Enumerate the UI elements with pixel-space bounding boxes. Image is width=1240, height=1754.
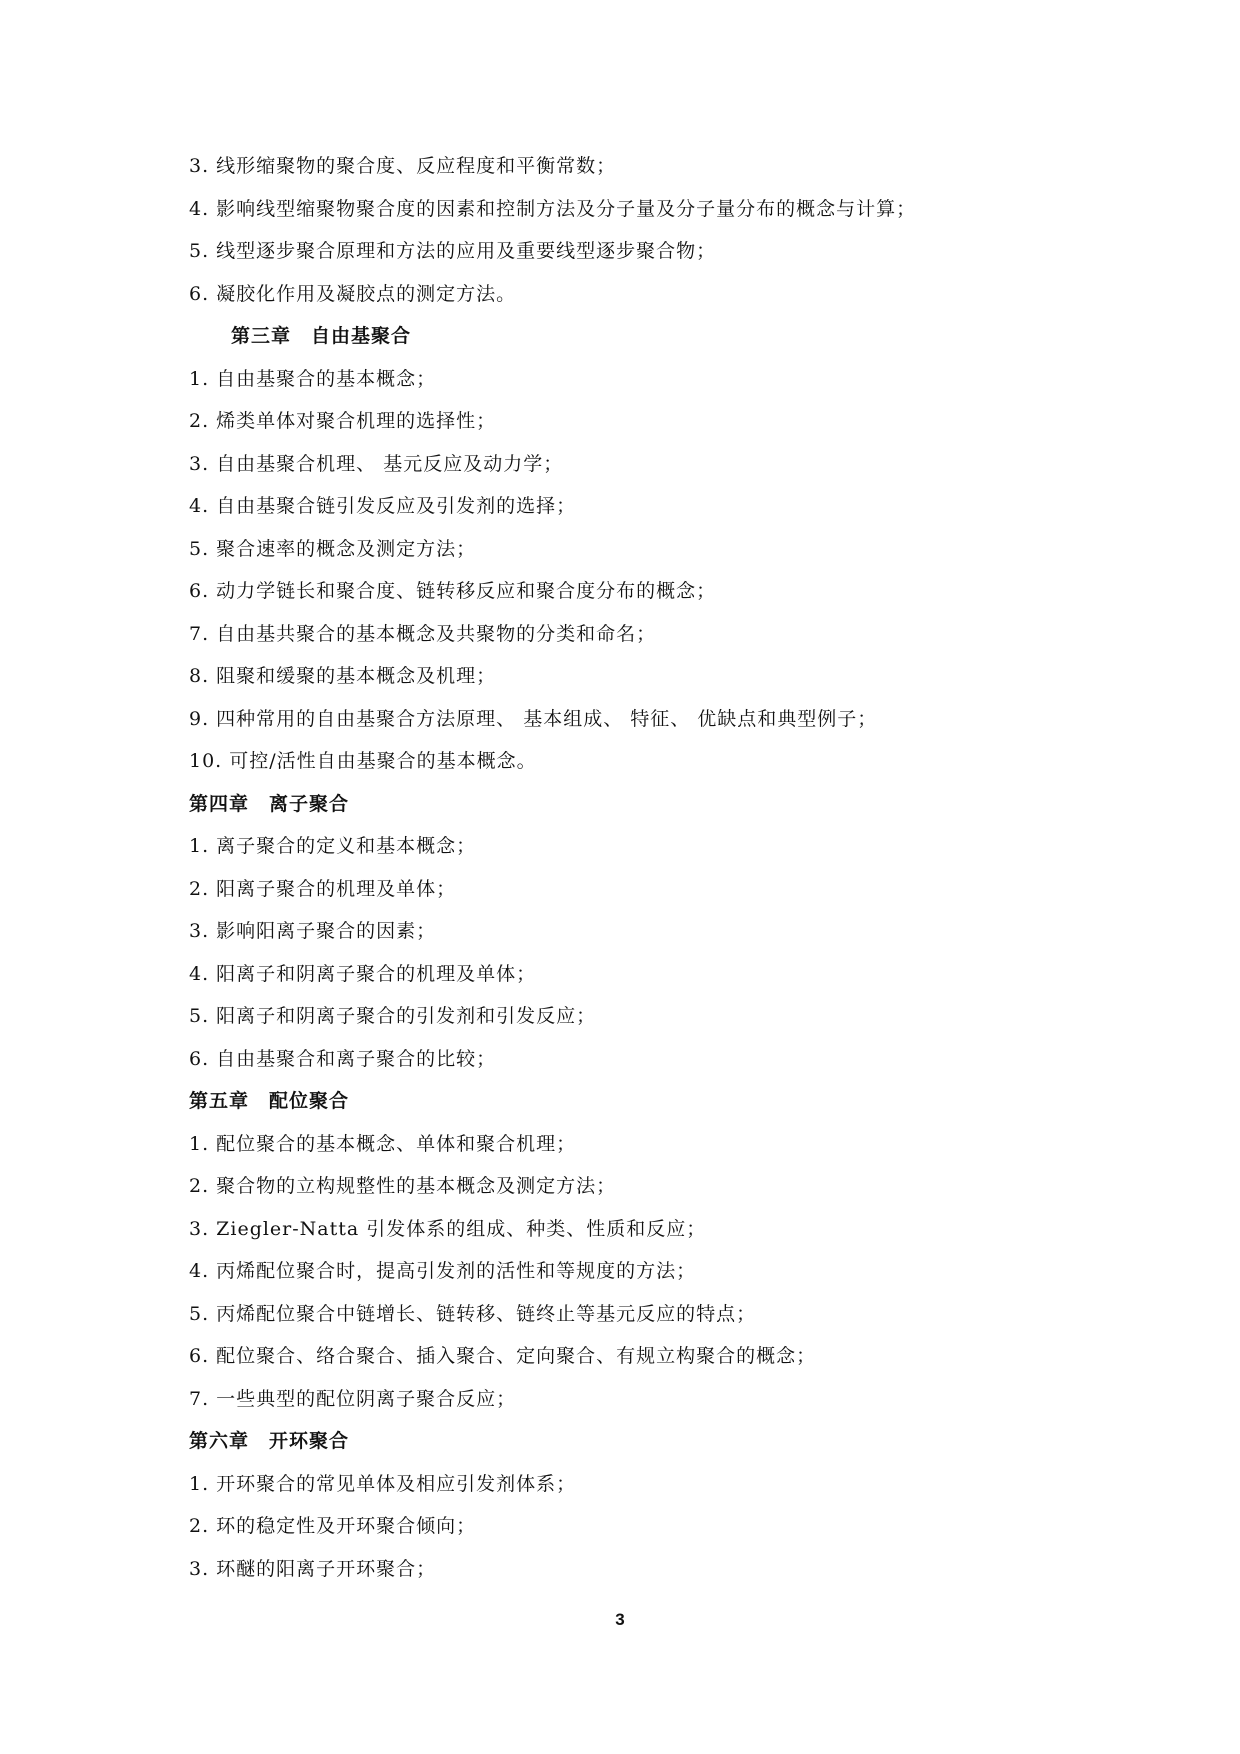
list-item: 5. 阳离子和阴离子聚合的引发剂和引发反应；: [189, 1005, 597, 1027]
list-item: 7. 一些典型的配位阴离子聚合反应；: [189, 1387, 517, 1410]
chapter-5-heading: 第五章 配位聚合: [189, 1090, 350, 1112]
list-item: 6. 凝胶化作用及凝胶点的测定方法。: [189, 282, 517, 305]
list-item: 1. 配位聚合的基本概念、单体和聚合机理；: [189, 1132, 577, 1155]
list-item: 6. 配位聚合、络合聚合、插入聚合、定向聚合、有规立构聚合的概念；: [189, 1345, 817, 1367]
list-item: 1. 离子聚合的定义和基本概念；: [189, 835, 477, 857]
chapter-3-heading: 第三章 自由基聚合: [231, 325, 412, 347]
page-content: [189, 145, 1069, 1590]
list-item: 4. 阳离子和阴离子聚合的机理及单体；: [189, 962, 537, 985]
list-item: 2. 聚合物的立构规整性的基本概念及测定方法；: [189, 1175, 617, 1197]
list-item: 4. 丙烯配位聚合时，提高引发剂的活性和等规度的方法；: [189, 1260, 697, 1282]
list-item: 1. 开环聚合的常见单体及相应引发剂体系；: [189, 1472, 577, 1495]
list-item: 3. 影响阳离子聚合的因素；: [189, 920, 437, 942]
list-item: 5. 线型逐步聚合原理和方法的应用及重要线型逐步聚合物；: [189, 240, 717, 262]
page-number: 3: [615, 1610, 625, 1629]
list-item: 1. 自由基聚合的基本概念；: [189, 367, 437, 390]
list-item: 5. 聚合速率的概念及测定方法；: [189, 537, 477, 560]
list-item: 4. 自由基聚合链引发反应及引发剂的选择；: [189, 495, 577, 517]
chapter-4-heading: 第四章 离子聚合: [189, 792, 350, 815]
list-item: 6. 自由基聚合和离子聚合的比较；: [189, 1047, 497, 1070]
list-item: 7. 自由基共聚合的基本概念及共聚物的分类和命名；: [189, 622, 657, 645]
list-item: 2. 环的稳定性及开环聚合倾向；: [189, 1515, 477, 1537]
list-item: 8. 阻聚和缓聚的基本概念及机理；: [189, 665, 497, 687]
list-item: 3. Ziegler-Natta 引发体系的组成、种类、性质和反应；: [189, 1217, 707, 1240]
list-item: 6. 动力学链长和聚合度、链转移反应和聚合度分布的概念；: [189, 580, 717, 602]
list-item: 3. 线形缩聚物的聚合度、反应程度和平衡常数；: [189, 155, 617, 177]
list-item: 3. 自由基聚合机理、 基元反应及动力学；: [189, 452, 564, 475]
list-item: 2. 烯类单体对聚合机理的选择性；: [189, 410, 497, 432]
list-item: 10. 可控/活性自由基聚合的基本概念。: [189, 750, 537, 772]
list-item: 3. 环醚的阳离子开环聚合；: [189, 1557, 437, 1580]
chapter-6-heading: 第六章 开环聚合: [189, 1430, 350, 1452]
list-item: 9. 四种常用的自由基聚合方法原理、 基本组成、 特征、 优缺点和典型例子；: [189, 707, 878, 730]
list-item: 5. 丙烯配位聚合中链增长、链转移、链终止等基元反应的特点；: [189, 1302, 757, 1325]
list-item: 2. 阳离子聚合的机理及单体；: [189, 877, 457, 900]
list-item: 4. 影响线型缩聚物聚合度的因素和控制方法及分子量及分子量分布的概念与计算；: [189, 197, 917, 220]
